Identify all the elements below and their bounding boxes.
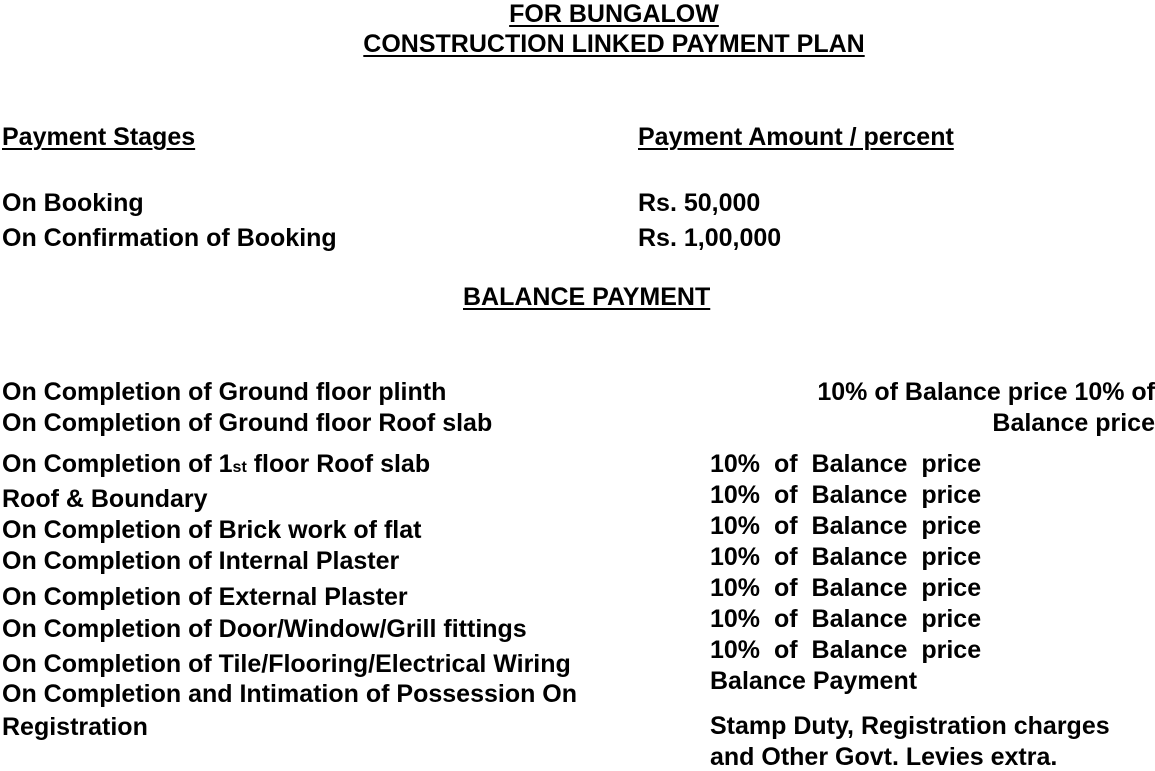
stage-first-floor-sup: st — [232, 459, 247, 476]
column-heading-stages: Payment Stages — [2, 123, 196, 151]
stage-on-confirmation: On Confirmation of Booking — [2, 224, 337, 252]
stage-internal-plaster: On Completion of Internal Plaster — [2, 547, 400, 575]
column-heading-amount: Payment Amount / percent — [638, 123, 954, 151]
amount-stamp-duty: Stamp Duty, Registration charges — [710, 712, 1110, 740]
stage-ground-roof-slab: On Completion of Ground floor Roof slab — [2, 409, 493, 437]
amount-internal-plaster: 10% of Balance price — [710, 543, 982, 571]
amount-first-floor-roof-slab: 10% of Balance price — [710, 450, 982, 478]
stage-roof-boundary: Roof & Boundary — [2, 485, 208, 513]
stage-first-floor-post: floor Roof slab — [246, 450, 431, 478]
amount-brick-work: 10% of Balance price — [710, 512, 982, 540]
header-line-1: FOR BUNGALOW — [509, 0, 719, 28]
amount-govt-levies: and Other Govt. Levies extra. — [710, 743, 1058, 771]
stage-ground-plinth: On Completion of Ground floor plinth — [2, 378, 447, 406]
amount-door-window-grill: 10% of Balance price — [710, 605, 982, 633]
stage-first-floor-pre: On Completion of 1 — [2, 450, 233, 478]
stage-brick-work: On Completion of Brick work of flat — [2, 516, 422, 544]
amount-roof-boundary: 10% of Balance price — [710, 481, 982, 509]
balance-payment-heading: BALANCE PAYMENT — [463, 283, 711, 311]
stage-tile-flooring-wiring: On Completion of Tile/Flooring/Electrical Wiring — [2, 650, 571, 678]
amount-balance-payment: Balance Payment — [710, 667, 918, 695]
stage-possession: On Completion and Intimation of Possession On — [2, 680, 578, 708]
stage-door-window-grill: On Completion of Door/Window/Grill fittings — [2, 615, 527, 643]
amount-on-confirmation: Rs. 1,00,000 — [638, 224, 782, 252]
stage-first-floor-roof-slab — [2, 452, 430, 477]
amount-on-booking: Rs. 50,000 — [638, 189, 761, 217]
header-line-2: CONSTRUCTION LINKED PAYMENT PLAN — [363, 30, 865, 58]
amount-ground-plinth: 10% of Balance price 10% of — [817, 378, 1155, 406]
amount-external-plaster: 10% of Balance price — [710, 574, 982, 602]
stage-on-booking: On Booking — [2, 189, 144, 217]
amount-ground-roof-slab: Balance price — [992, 409, 1155, 437]
amount-tile-flooring-wiring: 10% of Balance price — [710, 636, 982, 664]
stage-external-plaster: On Completion of External Plaster — [2, 583, 408, 611]
stage-registration: Registration — [2, 713, 148, 741]
